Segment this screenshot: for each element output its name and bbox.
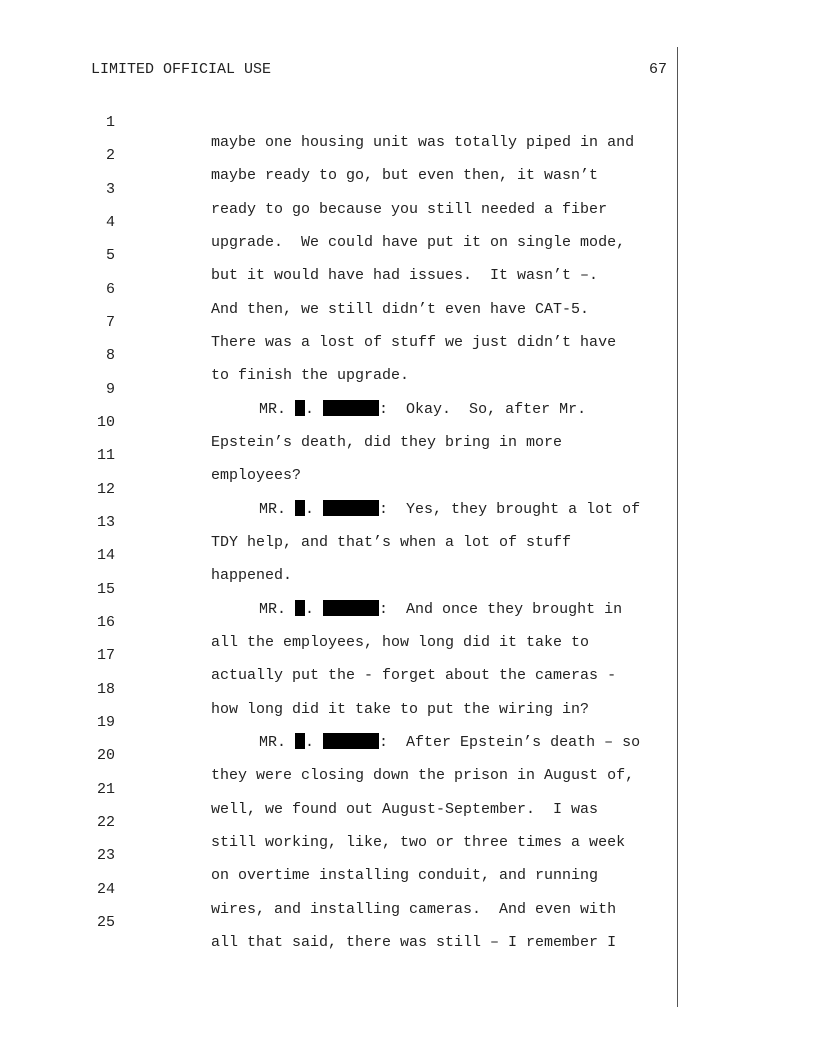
line-text: to finish the upgrade. [211,367,410,384]
transcript-line [0,126,676,184]
transcript-line [0,326,676,384]
transcript-line [0,660,676,718]
line-text: happened. [211,567,293,584]
line-number: 24 [96,881,115,898]
line-number: 4 [105,214,115,231]
page-number: 67 [648,61,667,78]
speaker-title: MR. [259,401,287,418]
transcript-line [0,260,676,318]
line-number: 14 [96,547,115,564]
transcript-line [0,193,676,251]
line-number: 6 [105,281,115,298]
line-number: 17 [96,647,115,664]
line-number: 1 [105,114,115,131]
line-number: 8 [105,347,115,364]
line-text: well, we found out August-September. I was [211,801,599,818]
line-number: 10 [96,414,115,431]
line-text: And then, we still didn’t even have CAT-5. [211,301,590,318]
speaker-line: MR. . : And once they brought in [259,601,623,618]
line-text: upgrade. We could have put it on single mode, [211,234,626,251]
line-number: 23 [96,847,115,864]
transcript-line [0,160,676,218]
line-text: still working, like, two or three times a week [211,834,626,851]
line-number: 12 [96,481,115,498]
line-text: maybe one housing unit was totally piped in and [211,134,635,151]
line-text: actually put the - forget about the cameras - [211,667,617,684]
line-number: 3 [105,181,115,198]
line-text: but it would have had issues. It wasn’t –. [211,267,599,284]
line-text: ready to go because you still needed a fiber [211,201,608,218]
transcript-line [0,760,676,818]
line-text: all that said, there was still – I remember I [211,934,617,951]
line-number: 2 [105,147,115,164]
line-text: on overtime installing conduit, and running [211,867,599,884]
line-text: : After Epstein’s death – so [379,734,641,751]
transcript-line [0,693,676,751]
transcript-line [0,593,676,651]
line-number: 9 [105,381,115,398]
transcript-line [0,226,676,284]
transcript-line [0,826,676,884]
transcript-line [0,726,676,784]
transcript-line [0,460,676,518]
line-text: they were closing down the prison in August of, [211,767,635,784]
line-text: : And once they brought in [379,601,623,618]
transcript-line [0,893,676,951]
line-text: all the employees, how long did it take to [211,634,590,651]
line-text: There was a lost of stuff we just didn’t have [211,334,617,351]
speaker-title: MR. [259,601,287,618]
line-text: how long did it take to put the wiring in? [211,701,590,718]
line-text: employees? [211,467,302,484]
margin-rule [677,47,678,1007]
line-number: 5 [105,247,115,264]
line-number: 11 [96,447,115,464]
speaker-title: MR. [259,501,287,518]
line-number: 20 [96,747,115,764]
line-text: : Yes, they brought a lot of [379,501,641,518]
line-text: TDY help, and that’s when a lot of stuff [211,534,572,551]
line-number: 22 [96,814,115,831]
line-number: 18 [96,681,115,698]
line-text: wires, and installing cameras. And even with [211,901,617,918]
line-number: 21 [96,781,115,798]
line-number: 7 [105,314,115,331]
transcript-line [0,793,676,851]
transcript-line [0,360,676,418]
classification-header: LIMITED OFFICIAL USE [91,61,272,78]
line-text: : Okay. So, after Mr. [379,401,587,418]
speaker-title: MR. [259,734,287,751]
line-number: 25 [96,914,115,931]
line-number: 19 [96,714,115,731]
transcript-line [0,626,676,684]
transcript-line [0,860,676,918]
transcript-line [0,560,676,618]
line-number: 15 [96,581,115,598]
line-number: 13 [96,514,115,531]
transcript-line [0,493,676,551]
speaker-line: MR. . : Okay. So, after Mr. [259,401,587,418]
line-text: Epstein’s death, did they bring in more [211,434,563,451]
transcript-line [0,393,676,451]
transcript-line [0,93,676,151]
transcript-line [0,526,676,584]
line-text: maybe ready to go, but even then, it wasn’t [211,167,599,184]
speaker-line: MR. . : After Epstein’s death – so [259,734,641,751]
transcript-line [0,293,676,351]
speaker-line: MR. . : Yes, they brought a lot of [259,501,641,518]
line-number: 16 [96,614,115,631]
transcript-line [0,426,676,484]
